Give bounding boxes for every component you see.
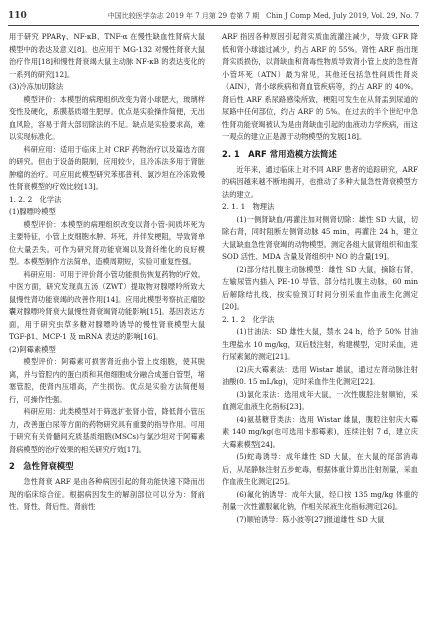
- body-paragraph: (2)部分结扎腹主动脉模型：雄性 SD 大鼠，摘除右肾，左输尿管内插入 PE-10 导管，部分结扎腹主动脉，60 min 后解除结扎线，按实验预订时间分别采血作血液生化测定[20]。: [222, 264, 418, 311]
- body-paragraph: (1)一侧肾缺血/再灌注加对侧肾切除：雄性 SD 大鼠，切除右肾，同时阻断左侧肾动脉 45 min，再灌注 24 h，建立大鼠缺血急性肾衰竭的动物模型。测定各组大鼠肾组织和血浆 SOD 活性、MDA 含量及肾组织中 NO 的含量[19]。: [222, 214, 418, 261]
- header-rule: [8, 25, 419, 26]
- left-column: [9, 31, 205, 621]
- page-header: [8, 9, 419, 23]
- subsection-heading: 2. 1. 2 化学法: [222, 314, 275, 324]
- body-paragraph: ARF 指因各种原因引起肾实质血流灌注减少，导致 GFR 降低和肾小球滤过减少，约占 ARF 的 55%。肾性 ARF 指出现肾实质损伤，以肾缺血和肾毒性物质导致肾小管上皮的急性肾小管坏死（ATN）最为常见，其他还包括急性间质性肾炎（AIN），肾小球疾病和肾血管疾病等，约占 ARF 的 40%。肾后性 ARF 系尿路感染所致，梗阻可发生在从肾盂到尿道的尿路中任何部位，约占 ARF 的 5%。在过去的半个世纪中急性肾功能衰竭被认为是由肾缺血引起的血液动力学疾病，而这一观点的建立正是源于动物模型的发展[18]。: [222, 32, 418, 141]
- body-paragraph: 急性肾衰 ARF 是由各种病因引起的肾功能快速下降而出现的临床综合征。根据病因发生的解剖部位可以分为：肾前性、肾性、肾后性。肾前性: [9, 477, 205, 511]
- page-number: 110: [8, 11, 27, 21]
- body-paragraph: (6)氟化钠诱导：成年大鼠，经口按 135 mg/kg 体重的剂量一次性灌服氟化钠，作相关尿液生化指标测定[26]。: [222, 489, 418, 511]
- body-paragraph: 模型评价：阿霉素可损害肾近曲小管上皮细胞，使其脱离，并与管腔内的蛋白质和其他细胞成分融合成蛋白管型，堵塞管腔，使肾内压增高，产生损伤。优点是实验方法简便易行，可操作性强。: [9, 357, 205, 404]
- subsection-heading: (2)阿霉素模型: [9, 344, 56, 354]
- body-paragraph: (7)顺铂诱导：陈小波等[27]报道雄性 SD 大鼠: [236, 514, 385, 524]
- journal-running-title: 中国比较医学杂志 2019 年 7 月第 29 卷第 7 期 Chin J Comp Med, July 2019, Vol. 29, No. 7: [107, 12, 419, 20]
- body-paragraph: 科研应用：可用于评价肾小管功能损伤恢复药物的疗效。中医方面，研究发现真五汤（ZWT）提取物对腺嘌呤所致大鼠慢性肾功能衰竭的改善作用[14]。应用此模型考察抗正瘤胶囊对腺嘌呤肾衰大鼠慢性肾衰竭肾功能影响[15]。基因表达方面，用于研究虫草多糖对腺嘌呤诱导的慢性肾衰模型大鼠 TGF-β1、MCP-1 及 mRNA 表达的影响[16]。: [9, 269, 205, 341]
- right-column: [222, 31, 418, 621]
- body-paragraph: (3)氯化汞法：选用成年大鼠，一次性腹腔注射顺铂，采血测定血液生化指标[23]。: [222, 389, 418, 411]
- body-paragraph: (2)庆大霉素法：选用 Wistar 雄鼠，通过左肾动脉注射油酸(0. 15 mL/kg)，定时采血作生化测定[22]。: [222, 364, 418, 386]
- body-paragraph: 用于研究 PPARγ、NF-κB、TNF-α 在慢性缺血性肾病大鼠模型中的表达及意义[8]。也应用于 MG-132 对慢性肾衰大鼠治疗作用[18]和慢性肾衰竭大鼠主动脉 NF-κB 的表达变化的一系列的研究[12]。: [9, 32, 205, 79]
- body-paragraph: 科研应用：此类模型对于筛选扩张肾小管，降低肾小管压力，改善蛋白尿等方面的药物研究具有重要的指导作用。可用于研究有关骨髓间充质基质细胞(MSCs)与氯沙坦对于阿霉素肾病模型的治疗效果的相关研究疗效[17]。: [9, 407, 205, 454]
- subsection-heading: (1)腺嘌呤模型: [9, 207, 56, 216]
- subsection-heading: (3)冷冻加切除法: [9, 82, 64, 91]
- body-paragraph: (5)蛇毒诱导：成年雄性 SD 大鼠，在大鼠的尾部消毒后，从尾静脉注射五步蛇毒，根据体重计算出注射剂量，采血作血液生化测定[25]。: [222, 452, 418, 486]
- body-paragraph: 近年来，通过临床上对不同 ARF 患者的追踪研究，ARF 的病因越来越不断地揭开，也推动了多种大鼠急性肾衰模型方法的建立。: [222, 164, 418, 199]
- section-heading: 2. 1 ARF 常用造模方法简述: [222, 148, 337, 159]
- body-paragraph: (4)氨基糖苷类法：选用 Wistar 雄鼠，腹腔注射庆大霉素 140 mg/kg(也可选用卡那霉素)，连续注射 7 d，建立庆大霉素模型[24]。: [222, 414, 418, 449]
- body-paragraph: 科研应用：适用于临床上对 CRF 药物治疗以及篇选方面的研究。但由于设备的限制，应用较少，且冷冻法多用于肾脏肿瘤的治疗。可应用此模型研究苯那普利、氯沙坦在冷冻致慢性肾衰模型的疗效比较[13]。: [9, 144, 205, 191]
- body-paragraph: (1)甘油法：SD 雄性大鼠，禁水 24 h，给予 50% 甘油生理盐水 10 mg/kg，双后肢注射，构建模型，定时采血，进行尿素氮的测定[21]。: [222, 327, 418, 361]
- body-paragraph: 模型评价：本模型的病理组织改变以肾小管-间质坏死为主要特征，小管上皮细胞水肿、坏死，并伴发梗阻，导致肾单位大量丢失。可作为研究肾功能衰竭以及肾纤维化的良好模型。本模型制作方法简单，造模周期短，实验可重复性强。: [9, 219, 205, 266]
- body-paragraph: 模型评价：本模型的病理组织改变为肾小球肥大，玻璃样变性及硬化，系膜基质增生肥厚。优点是实验操作简便，无出血风险，容易于肾大部切除法的不足。缺点是实验要求高，难以实现标准化。: [9, 94, 205, 141]
- subsection-heading: 2. 1. 1 物理法: [222, 202, 275, 211]
- section-heading: 2 急性肾衰模型: [9, 461, 74, 471]
- subsection-heading: 1. 2. 2 化学法: [9, 194, 62, 204]
